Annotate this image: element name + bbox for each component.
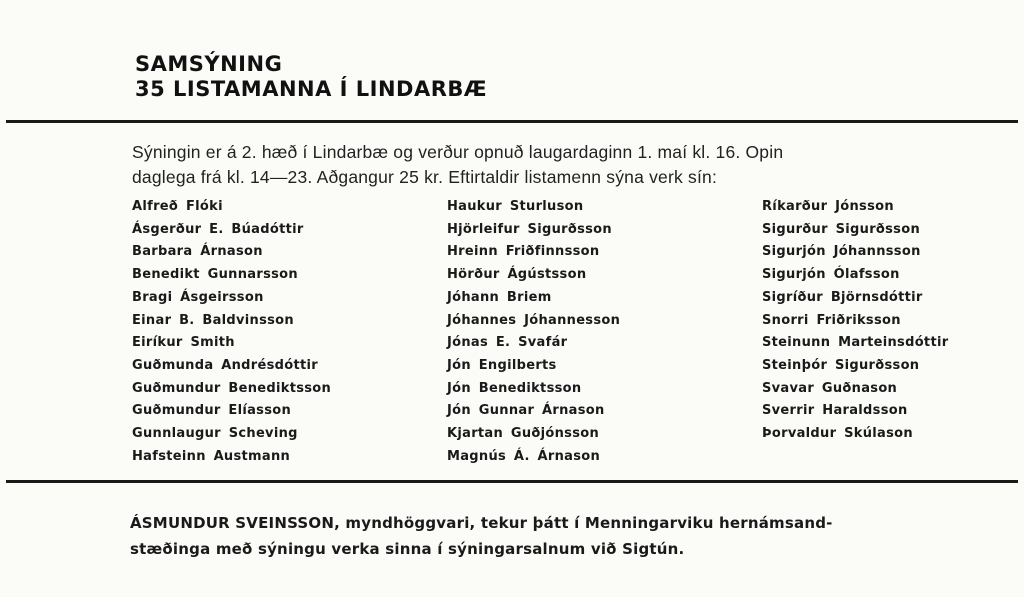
artist-name: Sigurður Sigurðsson <box>762 221 920 237</box>
artist-name: Jónas E. Svafár <box>447 335 568 351</box>
artist-name: Hjörleifur Sigurðsson <box>447 221 612 237</box>
artist-name: Benedikt Gunnarsson <box>132 267 298 283</box>
artist-name: Snorri Friðriksson <box>762 312 901 328</box>
artist-name: Steinunn Marteinsdóttir <box>762 335 949 351</box>
intro-line-1: Sýningin er á 2. hæð í Lindarbæ og verður opnuð laugardaginn 1. maí kl. 16. Opin <box>132 142 784 162</box>
artist-name: Alfreð Flóki <box>132 199 223 214</box>
artist-name: Bragi Ásgeirsson <box>132 289 264 305</box>
artist-name: Haukur Sturluson <box>447 199 584 214</box>
artist-column-2 <box>447 196 620 468</box>
artist-name: Jóhann Briem <box>447 289 552 305</box>
artist-name: Barbara Árnason <box>132 244 263 260</box>
artist-name: Sigurjón Ólafsson <box>762 267 900 283</box>
artist-name: Guðmunda Andrésdóttir <box>132 357 318 373</box>
footer-line-2: stæðinga með sýningu verka sinna í sýningarsalnum við Sigtún. <box>130 540 685 558</box>
artist-name: Ríkarður Jónsson <box>762 199 894 214</box>
artist-name: Ásgerður E. Búadóttir <box>132 221 304 237</box>
artist-name: Einar B. Baldvinsson <box>132 312 294 328</box>
artist-name: Guðmundur Elíasson <box>132 403 292 419</box>
artist-name: Sverrir Haraldsson <box>762 403 908 419</box>
artist-column-1 <box>132 196 331 468</box>
artist-name: Jón Benediktsson <box>447 380 582 396</box>
artist-name: Eiríkur Smith <box>132 335 235 351</box>
intro-line-2: daglega frá kl. 14—23. Aðgangur 25 kr. Eftirtaldir listamenn sýna verk sín: <box>132 167 718 187</box>
artist-name: Sigríður Björnsdóttir <box>762 289 923 305</box>
artist-name: Steinþór Sigurðsson <box>762 357 920 373</box>
artist-name: Þorvaldur Skúlason <box>762 426 913 442</box>
footer-line-1: ÁSMUNDUR SVEINSSON, myndhöggvari, tekur þátt í Menningarviku hernámsand- <box>130 514 833 532</box>
title-line-1: SAMSÝNING <box>135 52 283 76</box>
artist-name: Svavar Guðnason <box>762 380 898 396</box>
artist-column-3 <box>762 196 948 446</box>
artist-name: Jón Engilberts <box>447 357 557 373</box>
top-divider <box>6 120 1018 123</box>
title-line-2: 35 LISTAMANNA Í LINDARBÆ <box>135 77 488 101</box>
artist-name: Magnús Á. Árnason <box>447 448 601 464</box>
artist-name: Gunnlaugur Scheving <box>132 426 298 442</box>
artist-name: Hreinn Friðfinnsson <box>447 244 600 260</box>
page-title <box>135 52 487 102</box>
artist-name: Sigurjón Jóhannsson <box>762 244 921 260</box>
artist-name: Hafsteinn Austmann <box>132 448 291 464</box>
bottom-divider <box>6 480 1018 483</box>
intro-paragraph <box>132 140 932 190</box>
artist-name: Jón Gunnar Árnason <box>447 403 605 419</box>
footer-paragraph <box>130 510 930 562</box>
artist-name: Jóhannes Jóhannesson <box>447 312 621 328</box>
artist-name: Hörður Ágústsson <box>447 267 587 283</box>
artist-name: Kjartan Guðjónsson <box>447 426 600 442</box>
artist-name: Guðmundur Benediktsson <box>132 380 332 396</box>
